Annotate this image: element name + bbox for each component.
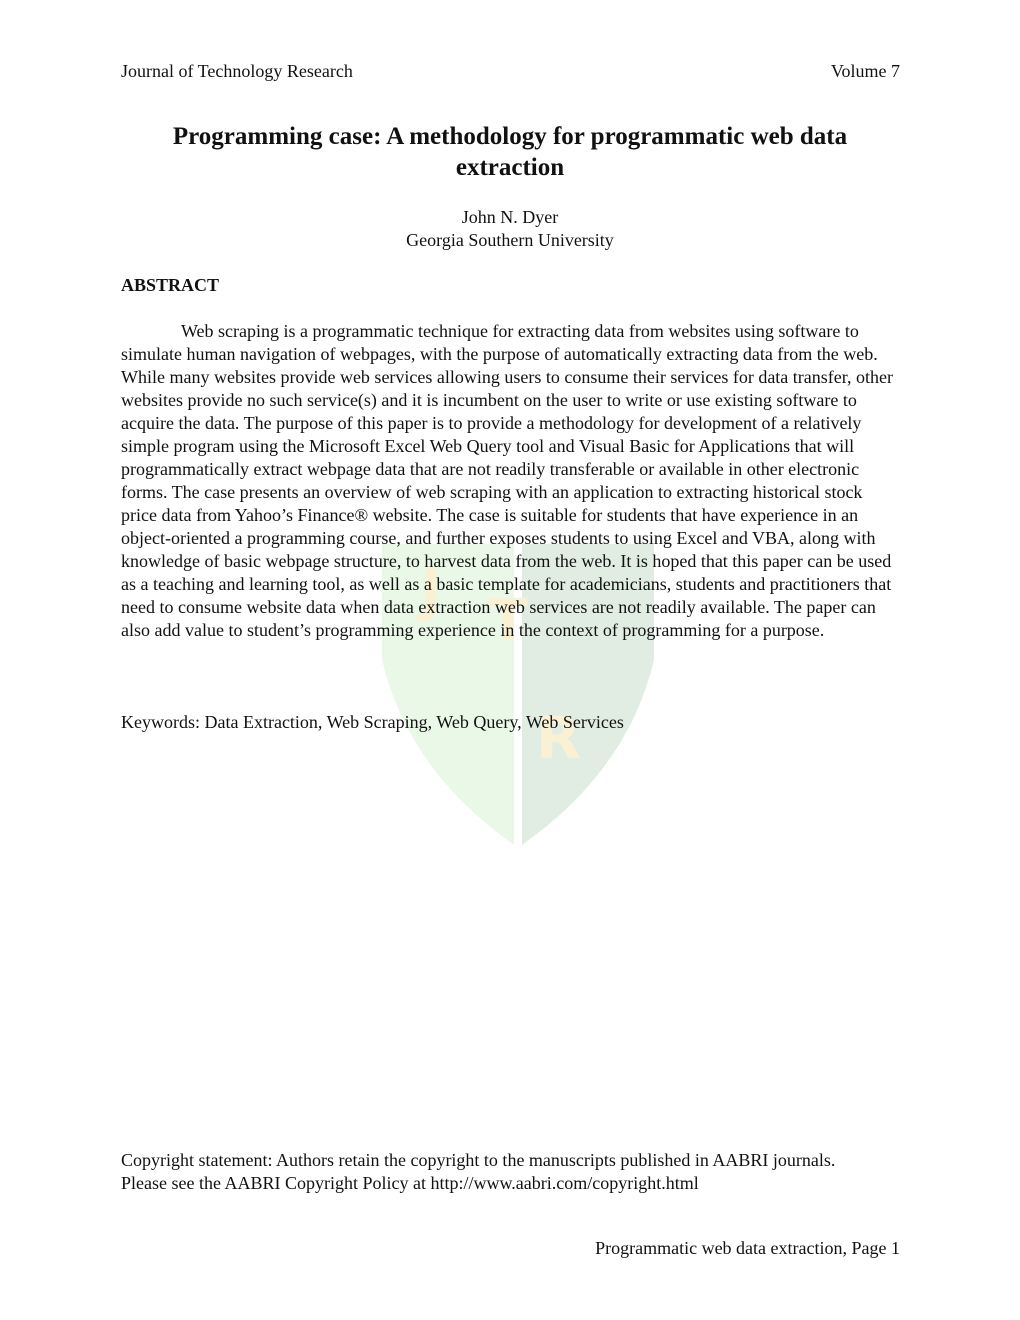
copyright-statement: Copyright statement: Authors retain the copyright to the manuscripts published in AABRI journals. Please see the AABRI Copyright Policy at http://www.aabri.com/copyright.html — [121, 1150, 836, 1193]
abstract-heading: ABSTRACT — [121, 275, 220, 295]
keywords: Keywords: Data Extraction, Web Scraping, Web Query, Web Services — [121, 712, 624, 732]
page-footer: Programmatic web data extraction, Page 1 — [595, 1238, 900, 1258]
volume-label: Volume 7 — [830, 61, 900, 81]
watermark-letter-t: T — [488, 586, 528, 654]
watermark-letter-r: R — [536, 704, 581, 772]
journal-name: Journal of Technology Research — [121, 61, 353, 81]
paper-title: Programming case: A methodology for programmatic web data extraction — [172, 123, 848, 181]
abstract-body: Web scraping is a programmatic technique for extracting data from websites using software to simulate human navigation of webpages, with the purpose of automatically extracting data from the web. While many websites provide web services allowing users to consume their services for data transfer, other websites provide no such service(s) and it is incumbent on the user to write or use existing software to acquire the data. The purpose of this paper is to provide a methodology for development of a relatively simple program using the Microsoft Excel Web Query tool and Visual Basic for Applications that will programmatically extract webpage data that are not readily transferable or available in other electronic forms. The case presents an overview of web scraping with an application to extracting historical stock price data from Yahoo’s Finance® website. The case is suitable for students that have experience in an object-oriented a programming course, and further exposes students to using Excel and VBA, along with knowledge of basic webpage structure, to harvest data from the web. It is hoped that this paper can be used as a teaching and learning tool, as well as a basic template for academicians, students and practitioners that need to consume website data when data extraction web services are not readily available. The paper can also add value to student’s programming experience in the context of programming for a purpose. — [121, 321, 894, 640]
author-name: John N. Dyer — [461, 207, 559, 227]
author-affiliation: Georgia Southern University — [406, 230, 614, 250]
watermark-letter-j: J — [420, 556, 442, 624]
